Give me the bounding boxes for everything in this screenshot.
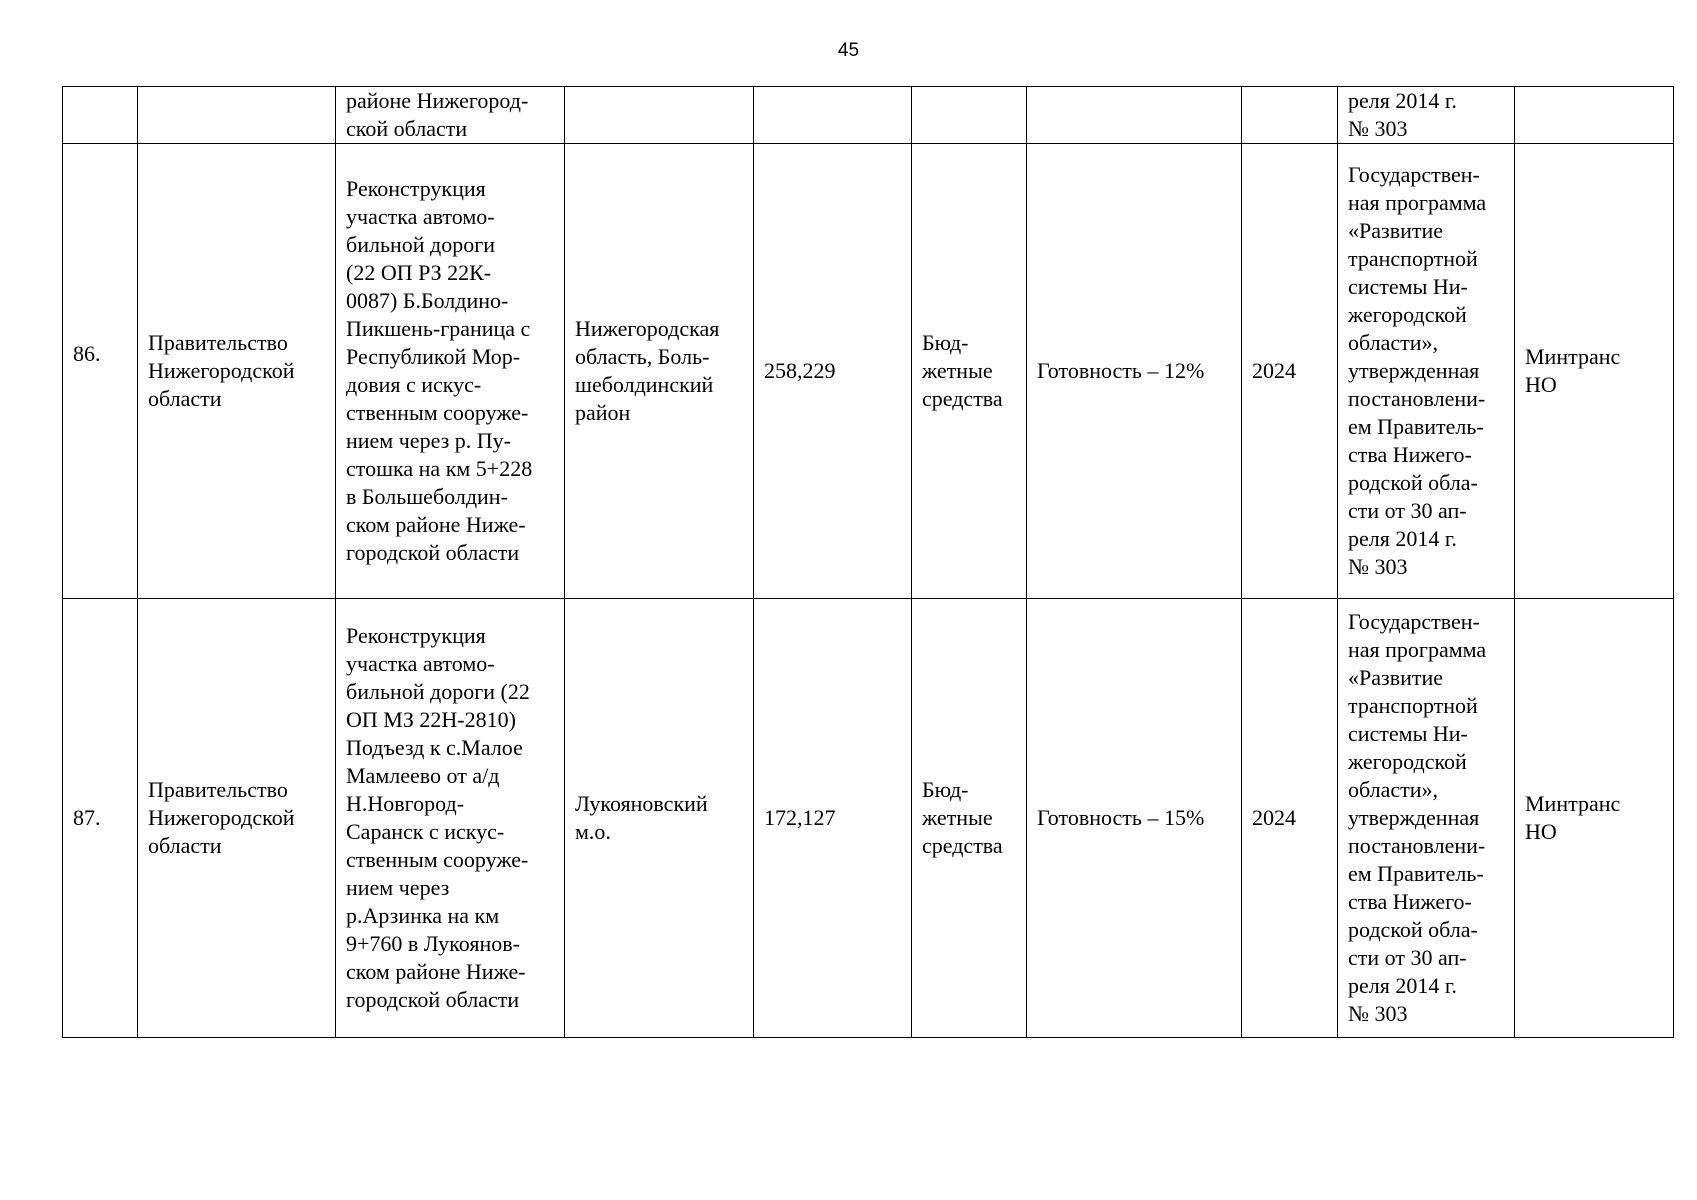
object-description-cell: Реконструкция участка автомо- бильной дороги (22 ОП РЗ 22К- 0087) Б.Болдино- Пикшень-граница с Республикой Мор- довия с искус- ственным сооруже- нием через р. Пу- стошка на км 5+228 в Большеболдин- ском районе Ниже- городской области [336,144,565,599]
row-number-cell: 87. [63,599,138,1038]
row-number-cell: 86. [63,144,138,599]
location-cell: Лукояновский м.о. [565,599,754,1038]
program-cell: реля 2014 г. № 303 [1338,87,1515,144]
table-row [63,144,1674,599]
funding-source-cell: Бюд- жетные средства [912,144,1027,599]
row-number-cell [63,87,138,144]
projects-table [62,86,1674,1038]
page-number: 45 [837,40,860,61]
status-cell [1027,87,1242,144]
responsible-cell: Минтранс НО [1515,599,1674,1038]
amount-cell: 172,127 [754,599,912,1038]
funding-source-cell [912,87,1027,144]
amount-cell: 258,229 [754,144,912,599]
year-cell [1242,87,1338,144]
year-cell: 2024 [1242,144,1338,599]
amount-cell [754,87,912,144]
table-row [63,87,1674,144]
program-cell: Государствен- ная программа «Развитие транспортной системы Ни- жегородской области», утвержденная постановлени- ем Правитель- ства Нижего- родской обла- сти от 30 ап- реля 2014 г. № 303 [1338,599,1515,1038]
object-description-cell: Реконструкция участка автомо- бильной дороги (22 ОП МЗ 22Н-2810) Подъезд к с.Малое Мамлеево от а/д Н.Новгород- Саранск с искус- ственным сооруже- нием через р.Арзинка на км 9+760 в Лукоянов- ском районе Ниже- городской области [336,599,565,1038]
organization-cell: Правительство Нижегородской области [138,599,336,1038]
table-row [63,599,1674,1038]
organization-cell: Правительство Нижегородской области [138,144,336,599]
responsible-cell [1515,87,1674,144]
location-cell [565,87,754,144]
program-cell: Государствен- ная программа «Развитие транспортной системы Ни- жегородской области», утвержденная постановлени- ем Правитель- ства Нижего- родской обла- сти от 30 ап- реля 2014 г. № 303 [1338,144,1515,599]
location-cell: Нижегородская область, Боль- шеболдинский район [565,144,754,599]
year-cell: 2024 [1242,599,1338,1038]
organization-cell [138,87,336,144]
object-description-cell: районе Нижегород- ской области [336,87,565,144]
status-cell: Готовность – 12% [1027,144,1242,599]
responsible-cell: Минтранс НО [1515,144,1674,599]
funding-source-cell: Бюд- жетные средства [912,599,1027,1038]
status-cell: Готовность – 15% [1027,599,1242,1038]
